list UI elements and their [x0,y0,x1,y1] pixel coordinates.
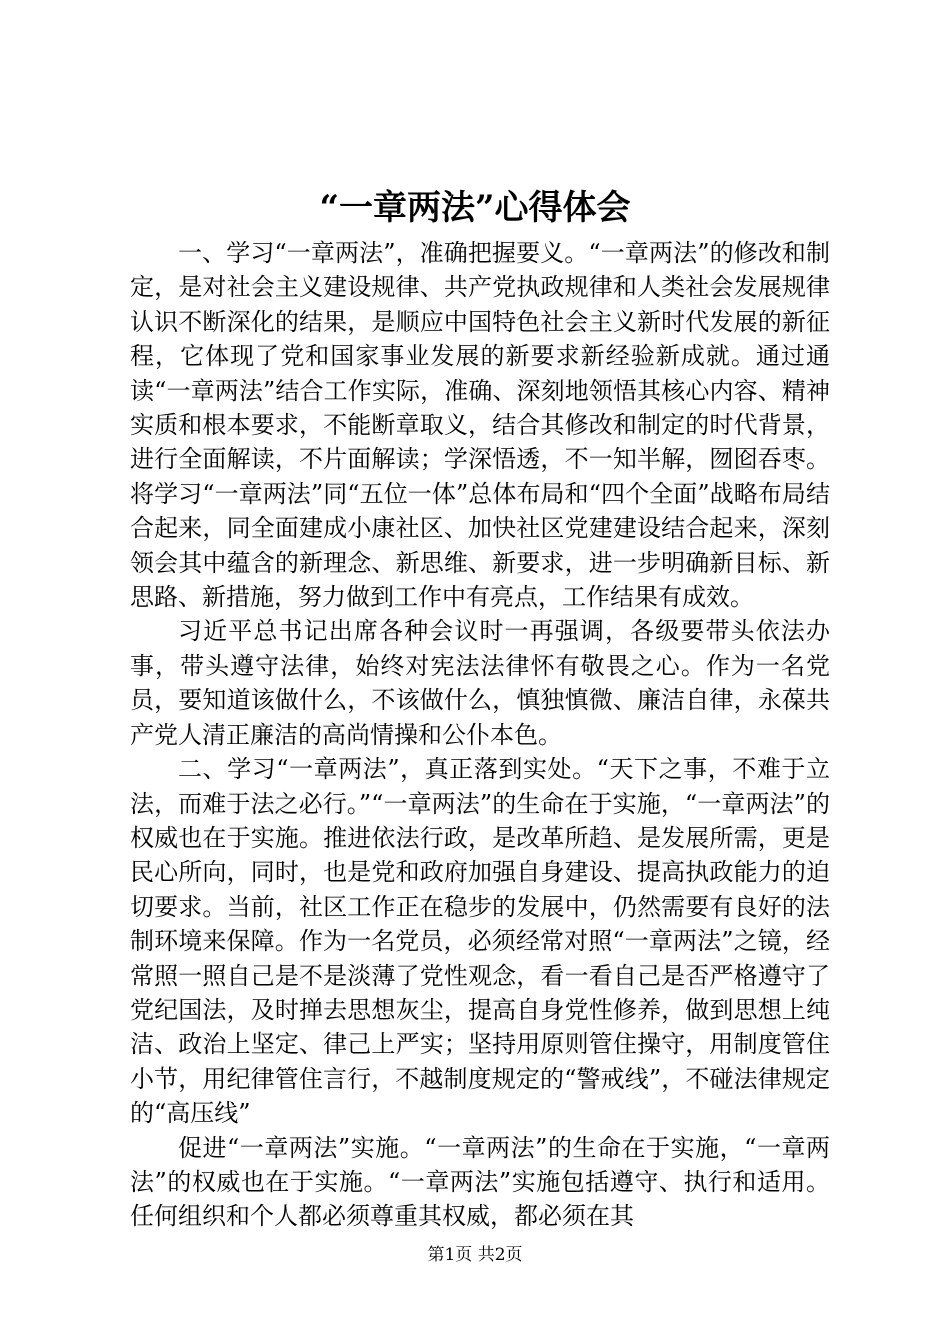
document-title: “一章两法”心得体会 [319,188,631,228]
document-body [130,236,830,1234]
page-number-footer: 第1页 共2页 [427,1245,523,1265]
paragraph-4: 促进“一章两法”实施。“一章两法”的生命在于实施，“一章两法”的权威也在于实施。“一章两法”实施包括遵守、执行和适用。任何组织和个人都必须尊重其权威，都必须在其 [130,1133,830,1231]
paragraph-3: 二、学习“一章两法”，真正落到实处。“天下之事，不难于立法，而难于法之必行。”“一章两法”的生命在于实施，“一章两法”的权威也在于实施。推进依法行政，是改革所趋、是发展所需，更是民心所向，同时，也是党和政府加强自身建设、提高执政能力的迫切要求。当前，社区工作正在稳步的发展中，仍然需要有良好的法制环境来保障。作为一名党员，必须经常对照“一章两法”之镜，经常照一照自己是不是淡薄了党性观念，看一看自己是否严格遵守了党纪国法，及时掸去思想灰尘，提高自身党性修养，做到思想上纯洁、政治上坚定、律己上严实；坚持用原则管住操守，用制度管住小节，用纪律管住言行，不越制度规定的“警戒线”，不碰法律规定的“高压线” [130,755,830,1128]
paragraph-1: 一、学习“一章两法”，准确把握要义。“一章两法”的修改和制定，是对社会主义建设规律、共产党执政规律和人类社会发展规律认识不断深化的结果，是顺应中国特色社会主义新时代发展的新征程，它体现了党和国家事业发展的新要求新经验新成就。通过通读“一章两法”结合工作实际，准确、深刻地领悟其核心内容、精神实质和根本要求，不能断章取义，结合其修改和制定的时代背景，进行全面解读，不片面解读；学深悟透，不一知半解，囫囵吞枣。将学习“一章两法”同“五位一体”总体布局和“四个全面”战略布局结合起来，同全面建成小康社区、加快社区党建建设结合起来，深刻领会其中蕴含的新理念、新思维、新要求，进一步明确新目标、新思路、新措施，努力做到工作中有亮点，工作结果有成效。 [130,239,830,612]
paragraph-2: 习近平总书记出席各种会议时一再强调，各级要带头依法办事，带头遵守法律，始终对宪法法律怀有敬畏之心。作为一名党员，要知道该做什么，不该做什么，慎独慎微、廉洁自律，永葆共产党人清正廉洁的高尚情操和公仆本色。 [130,617,830,749]
